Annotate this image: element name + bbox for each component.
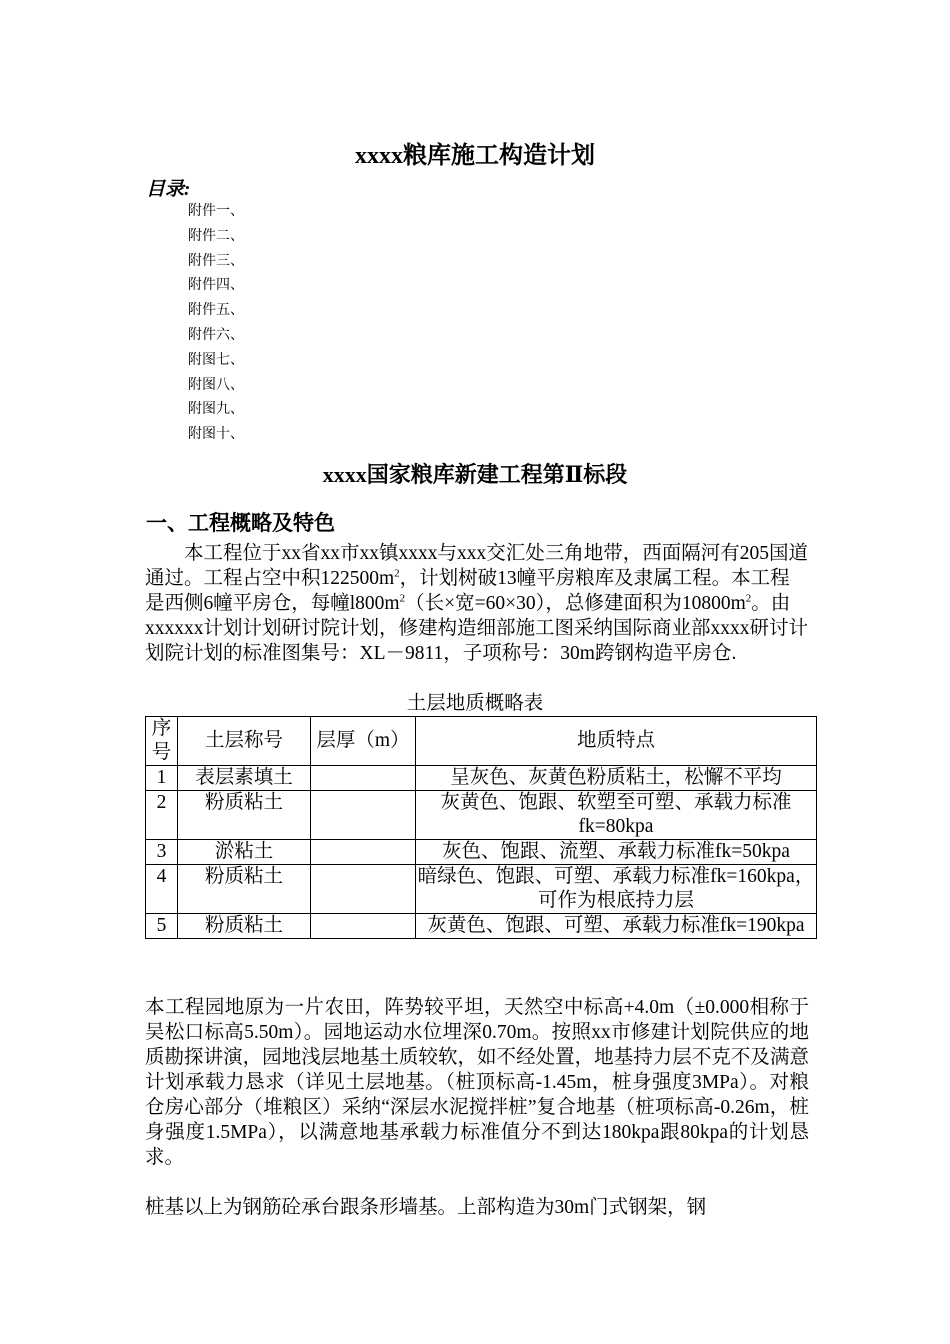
table-cell: 4 xyxy=(146,865,178,914)
table-row xyxy=(146,791,817,840)
toc-item: 附图九、 xyxy=(188,402,244,418)
table-cell xyxy=(311,791,416,840)
table-row xyxy=(146,865,817,914)
table-cell: 5 xyxy=(146,914,178,939)
foundation-paragraph: 桩基以上为钢筋砼承台跟条形墙基。上部构造为30m门式钢架，钢 xyxy=(145,1197,707,1218)
table-cell: 粉质粘土 xyxy=(178,791,311,840)
toc-item: 附件五、 xyxy=(188,303,244,319)
intro-text-a: 本工程位于xx省xx市xx镇xxxx与xxx交汇处三角地带，西面隔河有205国道通过。工程占空中积122500m xyxy=(145,543,809,589)
superscript: 2 xyxy=(394,567,400,580)
toc-item: 附件四、 xyxy=(188,278,244,294)
intro-text-c: （长×宽=60×30），总修建面积为10800m xyxy=(405,593,746,614)
table-cell: 淤粘土 xyxy=(178,840,311,865)
table-row xyxy=(146,914,817,939)
header-cell-layer-name: 土层称号 xyxy=(178,717,311,766)
table-cell: 呈灰色、灰黄色粉质粘土，松懈不平均 xyxy=(416,766,817,791)
table-cell: 灰黄色、饱跟、软塑至可塑、承载力标准fk=80kpa xyxy=(416,791,817,840)
site-conditions-paragraph: 本工程园地原为一片农田，阵势较平坦，天然空中标高+4.0m（±0.000相称于吴松口标高5.50m）。园地运动水位埋深0.70m。按照xx市修建计划院供应的地质勘探讲演，园地浅层地基土质较软，如不经处置，地基持力层不克不及满意计划承载力恳求（详见土层地基。（桩顶标高-1.45m，桩身强度3MPa）。对粮仓房心部分（堆粮区）采纳“深层水泥搅拌桩”复合地基（桩项标高-0.26m，桩身强度1.5MPa），以满意地基承载力标准值分不到达180kpa跟80kpa的计划恳求。 xyxy=(145,997,809,1168)
table-cell: 粉质粘土 xyxy=(178,914,311,939)
table-row xyxy=(146,840,817,865)
toc-item: 附件六、 xyxy=(188,327,244,343)
table-caption: 土层地质概略表 xyxy=(406,693,544,714)
toc-item: 附件二、 xyxy=(188,228,244,244)
table-cell xyxy=(311,766,416,791)
toc-item: 附图七、 xyxy=(188,352,244,368)
toc-label: 目录: xyxy=(146,179,191,200)
project-title: xxxx国家粮库新建工程第Ⅱ标段 xyxy=(322,462,628,487)
intro-paragraph xyxy=(145,541,809,666)
table-cell xyxy=(311,914,416,939)
toc-item: 附图十、 xyxy=(188,427,244,443)
table-of-contents xyxy=(188,203,244,451)
superscript: 2 xyxy=(745,592,752,605)
table-cell xyxy=(311,840,416,865)
table-cell: 3 xyxy=(146,840,178,865)
table-cell: 粉质粘土 xyxy=(178,865,311,914)
table-cell: 1 xyxy=(146,766,178,791)
table-cell: 2 xyxy=(146,791,178,840)
table-cell: 表层素填土 xyxy=(178,766,311,791)
table-cell: 灰黄色、饱跟、可塑、承载力标准fk=190kpa xyxy=(416,914,817,939)
table-cell: 暗绿色、饱跟、可塑、承载力标准fk=160kpa，可作为根底持力层 xyxy=(416,865,817,914)
superscript: 2 xyxy=(399,592,406,605)
table-cell: 灰色、饱跟、流塑、承载力标准fk=50kpa xyxy=(416,840,817,865)
intro-text-b: ，计划树破13幢平房粮库及隶属工程。本工程是西侧6幢平房仓，每幢l800m xyxy=(145,568,790,614)
header-cell-thickness: 层厚（m） xyxy=(311,717,416,766)
toc-item: 附件一、 xyxy=(188,204,244,219)
toc-item: 附件三、 xyxy=(188,253,244,269)
header-cell-index: 序号 xyxy=(146,717,178,766)
table-row xyxy=(146,766,817,791)
toc-item: 附图八、 xyxy=(188,377,244,393)
soil-layer-table xyxy=(145,716,817,939)
intro-text-d: 。由xxxxxx计划计划研讨院计划，修建构造细部施工图采纳国际商业部xxxx研讨计划院计划的标准图集号：XL－9811，子项称号：30m跨钢构造平房仓. xyxy=(145,593,809,664)
table-cell xyxy=(311,865,416,914)
section-heading: 一、工程概略及特色 xyxy=(146,511,335,535)
table-header-row xyxy=(146,717,817,766)
header-cell-characteristics: 地质特点 xyxy=(416,717,817,766)
document-title: xxxx粮库施工构造计划 xyxy=(355,143,595,169)
